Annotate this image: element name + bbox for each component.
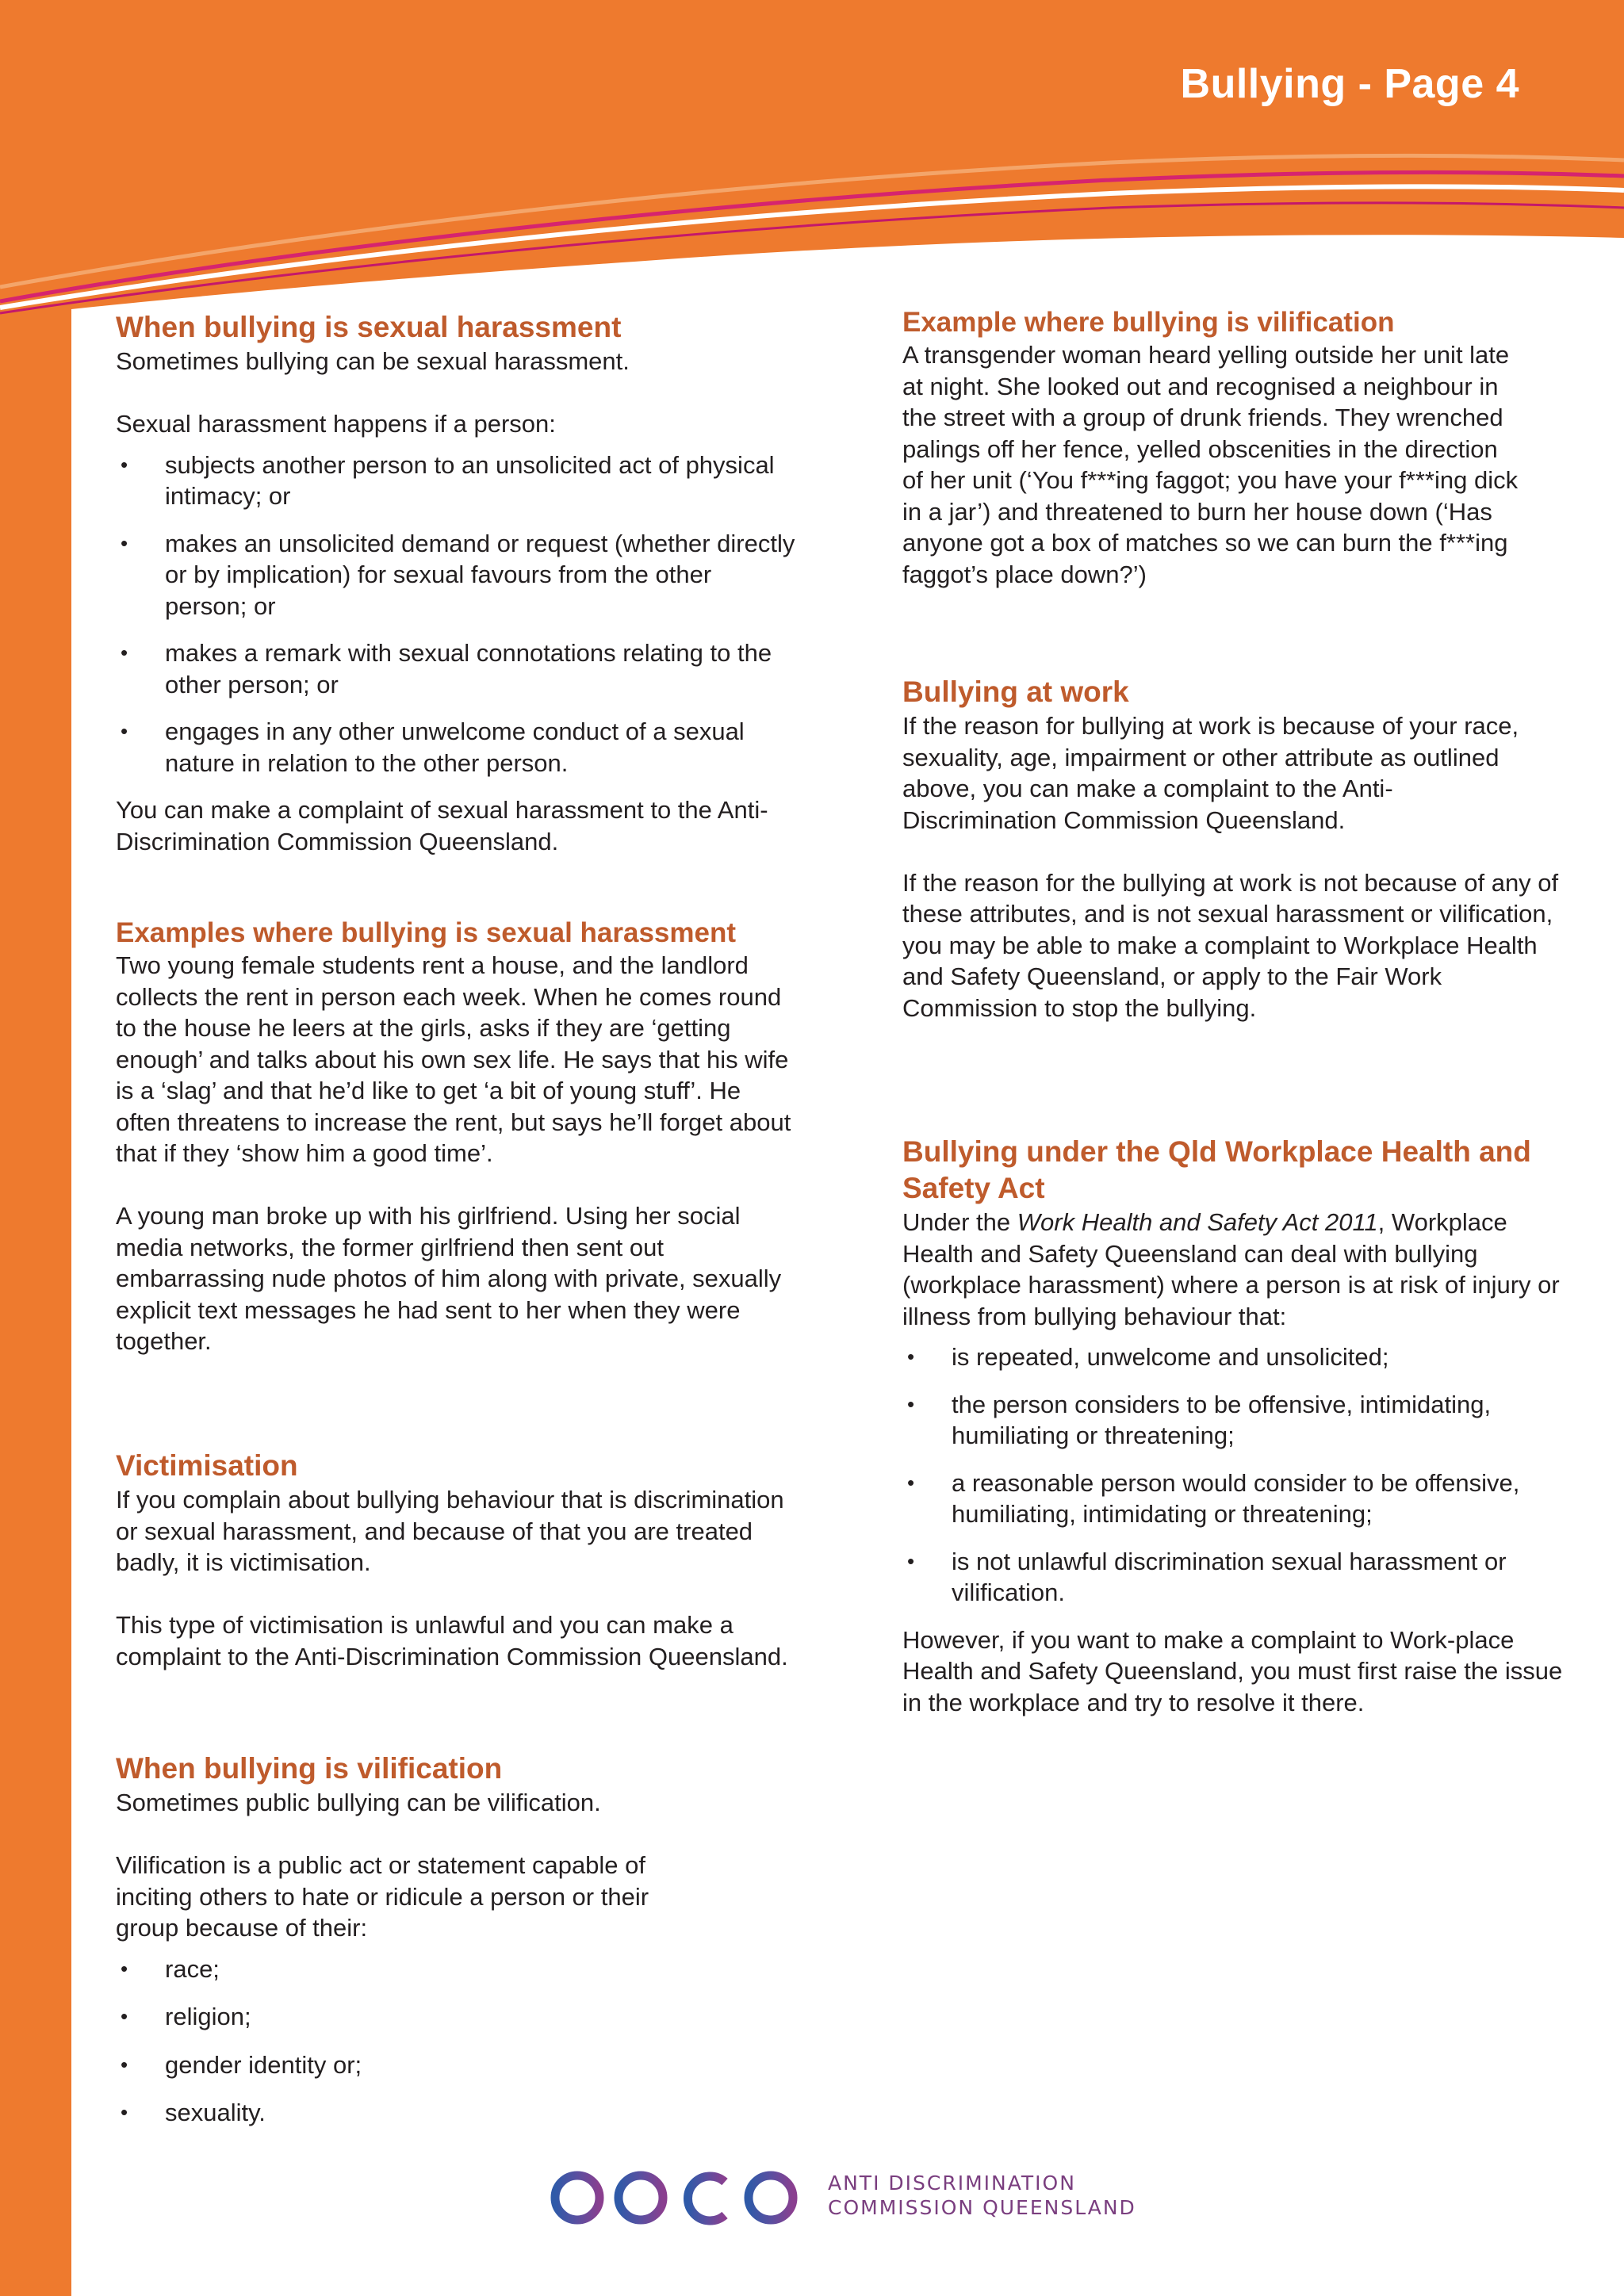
list-item: • makes a remark with sexual connotations relating to the other person; or (121, 639, 772, 698)
paragraph: Vilification is a public act or statement capable of inciting others to hate or ridicule a person or their group because of their: (116, 1851, 649, 1942)
bullet-icon: • (121, 641, 128, 664)
bullet-icon: • (907, 1345, 915, 1368)
paragraph: However, if you want to make a complaint to Work-place Health and Safety Queensland, you must first raise the issue in the workplace and try to resolve it there. (902, 1625, 1563, 1716)
section-sexual-harassment (116, 309, 798, 857)
bullet-icon: • (121, 530, 128, 555)
list-item: • is not unlawful discrimination sexual harassment or vilification. (907, 1547, 1507, 1606)
paragraph: This type of victimisation is unlawful and you can make a complaint to the Anti-Discrimination Commission Queensland. (116, 1611, 788, 1670)
bullet-list (116, 450, 798, 779)
bullet-icon: • (907, 1470, 915, 1494)
bullet-icon: • (121, 2004, 128, 2028)
section-heading: Victimisation (116, 1449, 298, 1482)
paragraph: Sexual harassment happens if a person: (116, 410, 556, 438)
paragraph: Sometimes bullying can be sexual harassment. (116, 347, 630, 375)
section-examples-sexual-harassment (116, 916, 798, 1357)
list-item: • race; (116, 1954, 798, 1985)
list-item: • subjects another person to an unsolicited act of physical intimacy; or (121, 450, 775, 510)
section-victimisation (116, 1448, 798, 1672)
list-item: • makes an unsolicited demand or request (whether directly or by implication) for sexual favours from the other person; or (121, 529, 795, 620)
paragraph: You can make a complaint of sexual harassment to the Anti-Discrimination Commission Queensland. (116, 796, 768, 855)
paragraph: Sometimes public bullying can be vilification. (116, 1789, 601, 1816)
paragraph: If you complain about bullying behaviour that is discrimination or sexual harassment, and because of that you are treated badly, it is victimisation. (116, 1486, 784, 1576)
bullet-icon: • (121, 2100, 128, 2124)
left-margin-band (0, 0, 71, 2296)
list-item: • gender identity or; (116, 2049, 798, 2081)
list-item: • a reasonable person would consider to be offensive, humiliating, intimidating or threatening; (907, 1468, 1520, 1528)
section-heading: Examples where bullying is sexual harassment (116, 917, 736, 948)
paragraph: If the reason for the bullying at work is not because of any of these attributes, and is not sexual harassment or vilification, you may be able to make a complaint to Workplace Health and Safety Queensland, or apply to the Fair Work Commission to stop the bullying. (902, 868, 1559, 1022)
logo-wordmark (828, 2171, 1136, 2220)
section-bullying-at-work (902, 674, 1568, 1024)
section-heading: Example where bullying is vilification (902, 307, 1395, 338)
section-heading: Bullying at work (902, 675, 1129, 708)
logo-line: ANTI DISCRIMINATION (828, 2172, 1076, 2195)
section-vilification (116, 1751, 798, 2145)
bullet-icon: • (121, 2052, 128, 2076)
section-heading: When bullying is sexual harassment (116, 311, 622, 343)
header-banner (0, 0, 1624, 317)
bullet-icon: • (907, 1548, 915, 1573)
section-heading: Bullying under the Qld Workplace Health and Safety Act (902, 1135, 1531, 1204)
list-item: • the person considers to be offensive, intimidating, humiliating or threatening; (907, 1390, 1492, 1449)
paragraph: If the reason for bullying at work is because of your race, sexuality, age, impairment or other attribute as outlined above, you can make a complaint to the Anti-Discrimination Commission Queensland. (902, 712, 1519, 834)
paragraph: A young man broke up with his girlfriend. Using her social media networks, the former girlfriend then sent out embarrassing nude photos of him along with private, sexually explicit text messages he had sent to her when they were together. (116, 1202, 782, 1355)
page-title: Bullying - Page 4 (1180, 61, 1519, 107)
list-item: • religion; (116, 2001, 798, 2033)
list-item: • sexuality. (116, 2097, 798, 2129)
bullet-icon: • (907, 1391, 915, 1416)
bullet-list (116, 1954, 798, 2129)
list-item: • is repeated, unwelcome and unsolicited; (902, 1341, 1568, 1373)
paragraph: Two young female students rent a house, and the landlord collects the rent in person each week. When he comes round to the house he leers at the girls, asks if they are ‘getting enough’ and talks about his own sex life. He says that his wife is a ‘slag’ and that he’d like to get ‘a bit of young stuff’. He often threatens to increase the rent, but says he’ll forget about that if they ‘show him a good time’. (116, 951, 791, 1167)
bullet-icon: • (121, 452, 128, 476)
bullet-icon: • (121, 719, 128, 743)
section-heading: When bullying is vilification (116, 1752, 503, 1785)
bullet-icon: • (121, 1956, 128, 1980)
paragraph: A transgender woman heard yelling outside her unit late at night. She looked out and recognised a neighbour in the street with a group of drunk friends. They wrenched palings off her fence, yelled obscenities in the direction of her unit (‘You f***ing faggot; you have your f***ing dick in a jar’) and threatened to burn her house down (‘Has anyone got a box of matches so we can burn the f***ing faggot’s place down?’) (902, 341, 1519, 588)
section-workplace-health-safety-act (902, 1134, 1568, 1718)
logo-line: COMMISSION QUEENSLAND (828, 2196, 1136, 2219)
paragraph: Under the Work Health and Safety Act 2011, Workplace Health and Safety Queensland can deal with bullying (workplace harassment) where a person is at risk of injury or illness from bullying behaviour that: (902, 1208, 1560, 1330)
section-example-vilification (902, 306, 1568, 590)
list-item: • engages in any other unwelcome conduct of a sexual nature in relation to the other person. (121, 718, 745, 777)
bullet-list (902, 1341, 1568, 1609)
